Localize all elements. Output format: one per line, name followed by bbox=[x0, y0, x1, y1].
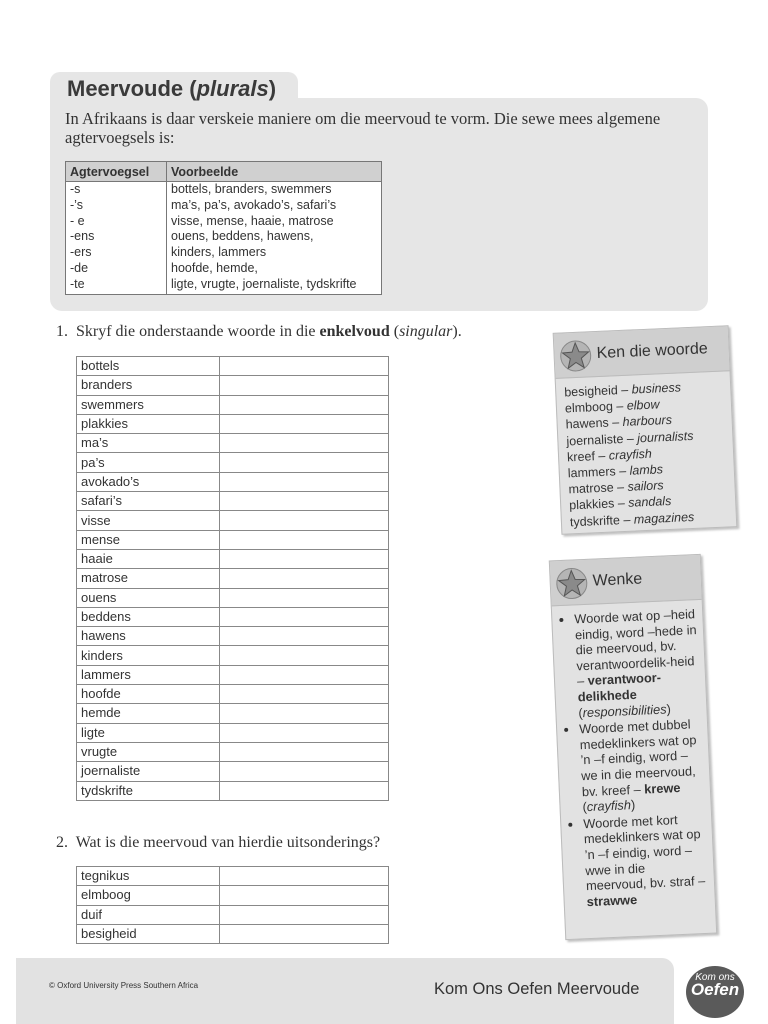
intro-text: In Afrikaans is daar verskeie maniere om die meervoud te vorm. Die sewe mees algemene agtervoegsels is: bbox=[65, 109, 661, 147]
table-row bbox=[77, 376, 389, 395]
table-row bbox=[77, 357, 389, 376]
word-cell: beddens bbox=[77, 607, 220, 626]
examples-cell: bottels, branders, swemmers bbox=[167, 182, 382, 198]
copyright-text: © Oxford University Press Southern Africa bbox=[49, 981, 199, 990]
list-item: • Woorde met kort medeklinkers wat op ’n –f eindig, word –wwe in die meervoud, bv. straf – strawwe bbox=[583, 811, 709, 910]
suffix-cell: -’s bbox=[66, 198, 167, 214]
answer-cell[interactable] bbox=[220, 627, 389, 646]
word-cell: matrose bbox=[77, 569, 220, 588]
answer-cell[interactable] bbox=[220, 511, 389, 530]
answer-cell[interactable] bbox=[220, 357, 389, 376]
answer-cell[interactable] bbox=[220, 414, 389, 433]
examples-header-cell: Voorbeelde bbox=[167, 162, 382, 182]
word-cell: hemde bbox=[77, 704, 220, 723]
word-cell: besigheid bbox=[77, 924, 220, 943]
table-row bbox=[66, 277, 382, 294]
tips-box-title: Wenke bbox=[592, 570, 643, 590]
question-2: 2. Wat is die meervoud van hierdie uitsonderings? bbox=[56, 834, 381, 851]
answer-cell[interactable] bbox=[220, 905, 389, 924]
answer-cell[interactable] bbox=[220, 434, 389, 453]
word-cell: kinders bbox=[77, 646, 220, 665]
table-row bbox=[77, 781, 389, 800]
answer-cell[interactable] bbox=[220, 742, 389, 761]
table-row bbox=[77, 742, 389, 761]
answer-cell[interactable] bbox=[220, 704, 389, 723]
table-row bbox=[77, 646, 389, 665]
answer-cell[interactable] bbox=[220, 472, 389, 491]
table-row bbox=[77, 395, 389, 414]
table-row bbox=[77, 905, 389, 924]
word-cell: branders bbox=[77, 376, 220, 395]
table-row bbox=[77, 434, 389, 453]
word-cell: ouens bbox=[77, 588, 220, 607]
word-cell: visse bbox=[77, 511, 220, 530]
table-row bbox=[77, 886, 389, 905]
star-icon bbox=[554, 566, 589, 601]
examples-cell: ligte, vrugte, joernaliste, tydskrifte bbox=[167, 277, 382, 294]
table-row bbox=[66, 198, 382, 214]
word-cell: avokado’s bbox=[77, 472, 220, 491]
word-cell: hoofde bbox=[77, 685, 220, 704]
list-item: • Woorde met dubbel medeklinkers wat op ’n –f eindig, word –we in die meervoud, bv. kreef – krewe (crayfish) bbox=[579, 716, 705, 815]
table-row bbox=[66, 229, 382, 245]
vocab-box bbox=[553, 325, 738, 534]
table-row bbox=[77, 511, 389, 530]
word-cell: ligte bbox=[77, 723, 220, 742]
table-row bbox=[77, 530, 389, 549]
suffix-cell: -ers bbox=[66, 245, 167, 261]
vocab-item: tydskrifte – magazines bbox=[569, 509, 695, 529]
page-title: Meervoude (plurals) bbox=[67, 76, 277, 101]
word-cell: plakkies bbox=[77, 414, 220, 433]
answer-cell[interactable] bbox=[220, 549, 389, 568]
word-cell: elmboog bbox=[77, 886, 220, 905]
examples-cell: hoofde, hemde, bbox=[167, 261, 382, 277]
suffix-table-header bbox=[66, 162, 382, 182]
table-row bbox=[77, 549, 389, 568]
word-cell: pa’s bbox=[77, 453, 220, 472]
word-cell: safari’s bbox=[77, 492, 220, 511]
vocab-item: hawens – harbours bbox=[565, 413, 673, 432]
table-row bbox=[77, 762, 389, 781]
tips-box-header bbox=[550, 555, 702, 607]
answer-cell[interactable] bbox=[220, 569, 389, 588]
star-icon bbox=[558, 338, 593, 373]
answer-cell[interactable] bbox=[220, 607, 389, 626]
answer-cell[interactable] bbox=[220, 492, 389, 511]
answer-cell[interactable] bbox=[220, 588, 389, 607]
table-row bbox=[66, 245, 382, 261]
word-cell: mense bbox=[77, 530, 220, 549]
answer-cell[interactable] bbox=[220, 762, 389, 781]
vocab-item: lammers – lambs bbox=[567, 462, 664, 481]
answer-cell[interactable] bbox=[220, 924, 389, 943]
word-cell: haaie bbox=[77, 549, 220, 568]
tips-box bbox=[549, 554, 717, 940]
table-row bbox=[77, 924, 389, 943]
word-cell: hawens bbox=[77, 627, 220, 646]
table-row bbox=[77, 607, 389, 626]
table-row bbox=[66, 261, 382, 277]
examples-cell: kinders, lammers bbox=[167, 245, 382, 261]
table-row bbox=[77, 704, 389, 723]
answer-cell[interactable] bbox=[220, 867, 389, 886]
answer-cell[interactable] bbox=[220, 376, 389, 395]
word-cell: tydskrifte bbox=[77, 781, 220, 800]
vocab-item: matrose – sailors bbox=[568, 478, 664, 497]
suffix-table bbox=[65, 161, 382, 295]
table-row bbox=[77, 492, 389, 511]
suffix-cell: - e bbox=[66, 214, 167, 230]
plural-answer-table bbox=[76, 866, 389, 944]
word-cell: swemmers bbox=[77, 395, 220, 414]
table-row bbox=[77, 685, 389, 704]
footer-title: Kom Ons Oefen Meervoude bbox=[434, 980, 640, 998]
answer-cell[interactable] bbox=[220, 665, 389, 684]
table-row bbox=[77, 627, 389, 646]
word-cell: bottels bbox=[77, 357, 220, 376]
table-row bbox=[66, 182, 382, 198]
word-cell: vrugte bbox=[77, 742, 220, 761]
word-cell: ma’s bbox=[77, 434, 220, 453]
vocab-item: plakkies – sandals bbox=[568, 494, 672, 513]
table-row bbox=[77, 414, 389, 433]
vocab-item: kreef – crayfish bbox=[566, 446, 653, 465]
table-row bbox=[77, 665, 389, 684]
word-cell: joernaliste bbox=[77, 762, 220, 781]
answer-cell[interactable] bbox=[220, 453, 389, 472]
vocab-item: besigheid – business bbox=[563, 380, 682, 400]
list-item: • Woorde wat op –heid eindig, word –hede in die meervoud, bv. verantwoordelik-heid – verantwoor-delikhede (responsibilities) bbox=[574, 606, 701, 720]
vocab-list bbox=[556, 371, 736, 530]
table-row bbox=[77, 569, 389, 588]
answer-cell[interactable] bbox=[220, 685, 389, 704]
table-row bbox=[77, 723, 389, 742]
vocab-item: elmboog – elbow bbox=[564, 397, 660, 416]
vocab-box-header bbox=[554, 326, 730, 379]
publisher-logo: Kom ons Oefen bbox=[686, 966, 744, 1018]
answer-cell[interactable] bbox=[220, 723, 389, 742]
answer-cell[interactable] bbox=[220, 781, 389, 800]
answer-cell[interactable] bbox=[220, 395, 389, 414]
word-cell: tegnikus bbox=[77, 867, 220, 886]
suffix-cell: -de bbox=[66, 261, 167, 277]
table-row bbox=[77, 867, 389, 886]
word-cell: duif bbox=[77, 905, 220, 924]
tips-list bbox=[552, 600, 715, 911]
examples-cell: visse, mense, haaie, matrose bbox=[167, 214, 382, 230]
table-row bbox=[77, 472, 389, 491]
answer-cell[interactable] bbox=[220, 646, 389, 665]
suffix-cell: -te bbox=[66, 277, 167, 294]
table-row bbox=[66, 214, 382, 230]
singular-answer-table bbox=[76, 356, 389, 801]
examples-cell: ma’s, pa’s, avokado’s, safari’s bbox=[167, 198, 382, 214]
examples-cell: ouens, beddens, hawens, bbox=[167, 229, 382, 245]
answer-cell[interactable] bbox=[220, 530, 389, 549]
suffix-cell: -ens bbox=[66, 229, 167, 245]
word-cell: lammers bbox=[77, 665, 220, 684]
vocab-box-title: Ken die woorde bbox=[596, 340, 709, 363]
suffix-cell: -s bbox=[66, 182, 167, 198]
vocab-item: joernaliste – journalists bbox=[566, 428, 694, 449]
table-row bbox=[77, 453, 389, 472]
question-1: 1. Skryf die onderstaande woorde in die enkelvoud (singular). bbox=[56, 323, 462, 340]
suffix-header-cell: Agtervoegsel bbox=[66, 162, 167, 182]
answer-cell[interactable] bbox=[220, 886, 389, 905]
table-row bbox=[77, 588, 389, 607]
